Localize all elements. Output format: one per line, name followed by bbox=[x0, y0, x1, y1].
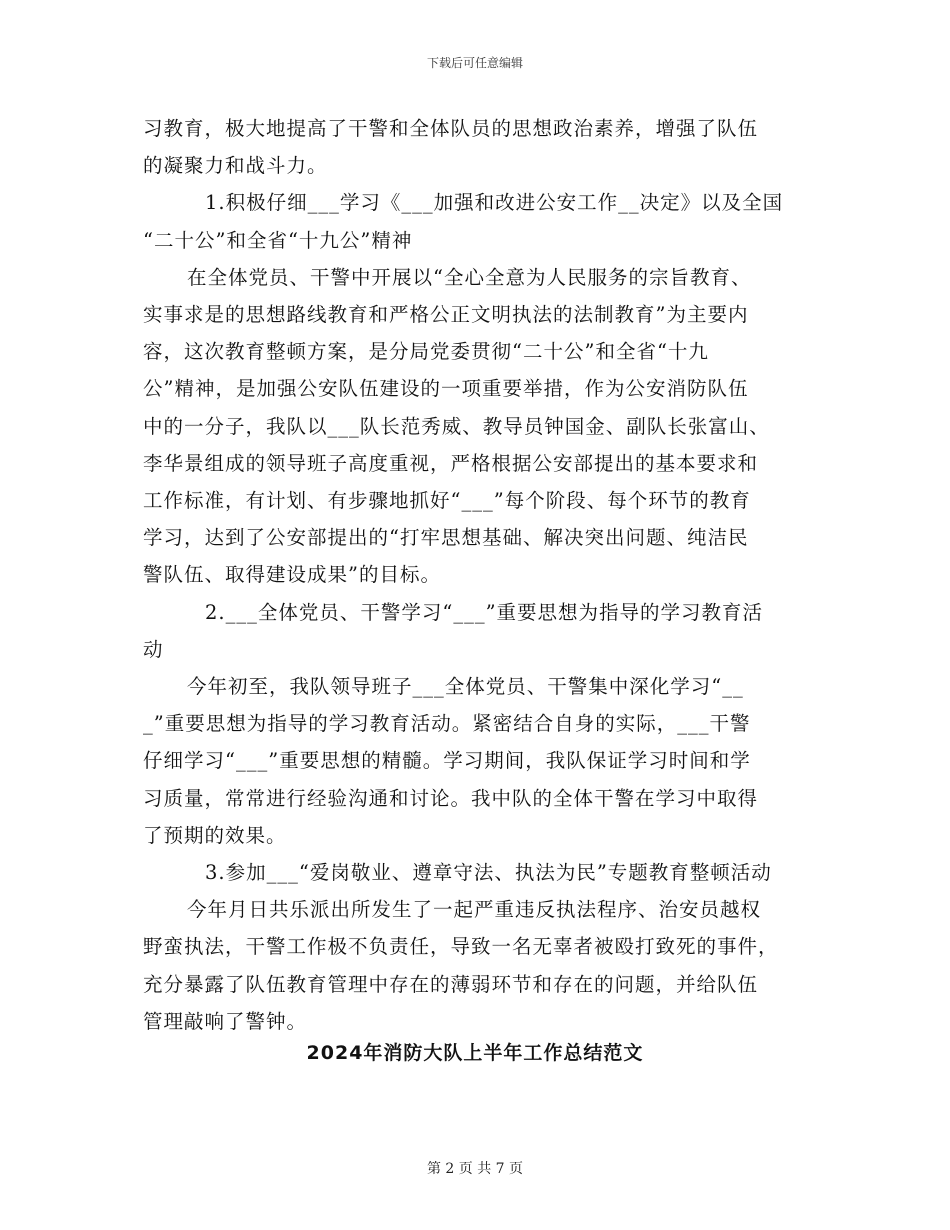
page-number: 第 2 页 共 7 页 bbox=[426, 1161, 524, 1177]
text-line: 的凝聚力和战斗力。 bbox=[143, 154, 328, 178]
text-line: 了预期的效果。 bbox=[143, 823, 287, 847]
text-line: 习质量，常常进行经验沟通和讨论。我中队的全体干警在学习中取得 bbox=[143, 786, 759, 810]
text-line: 李华景组成的领导班子高度重视，严格根据公安部提出的基本要求和 bbox=[143, 451, 759, 475]
text-line: 野蛮执法，干警工作极不负责任，导致一名无辜者被殴打致死的事件， bbox=[143, 935, 779, 959]
text-line: 今年初至，我队领导班子___全体党员、干警集中深化学习“__ bbox=[187, 675, 744, 699]
section-heading-2: 2.___全体党员、干警学习“___”重要思想为指导的学习教育活 bbox=[205, 600, 764, 624]
text-line: “二十公”和全省“十九公”精神 bbox=[143, 228, 413, 252]
text-line: 在全体党员、干警中开展以“全心全意为人民服务的宗旨教育、 bbox=[187, 265, 752, 289]
text-line: 动 bbox=[143, 637, 164, 661]
text-line: 学习，达到了公安部提出的“打牢思想基础、解决突出问题、纯洁民 bbox=[143, 526, 749, 550]
text-line: 习教育，极大地提高了干警和全体队员的思想政治素养，增强了队伍 bbox=[143, 117, 759, 140]
text-line: 今年月日共乐派出所发生了一起严重违反执法程序、治安员越权 bbox=[187, 898, 762, 922]
body-text bbox=[143, 110, 815, 1040]
text-line: 容，这次教育整顿方案，是分局党委贯彻“二十公”和全省“十九 bbox=[143, 340, 709, 364]
text-line: 实事求是的思想路线教育和严格公正文明执法的法制教育”为主要内 bbox=[143, 303, 749, 327]
section-heading-1: 1.积极仔细___学习《___加强和改进公安工作__决定》以及全国 bbox=[205, 191, 784, 215]
text-line: 管理敲响了警钟。 bbox=[143, 1009, 308, 1033]
section-heading-3: 3.参加___“爱岗敬业、遵章守法、执法为民”专题教育整顿活动 bbox=[205, 861, 772, 885]
header-note: 下载后可任意编辑 bbox=[426, 56, 523, 70]
text-line: 仔细学习“___”重要思想的精髓。学习期间，我队保证学习时间和学 bbox=[143, 749, 751, 773]
text-line: 工作标准，有计划、有步骤地抓好“___”每个阶段、每个环节的教育 bbox=[143, 489, 751, 513]
text-line: 警队伍、取得建设成果”的目标。 bbox=[143, 563, 441, 587]
text-line: _”重要思想为指导的学习教育活动。紧密结合自身的实际，___干警 bbox=[143, 712, 751, 736]
text-line: 充分暴露了队伍教育管理中存在的薄弱环节和存在的问题，并给队伍 bbox=[143, 972, 759, 996]
document-title: 2024年消防大队上半年工作总结范文 bbox=[306, 1042, 644, 1064]
text-line: 中的一分子，我队以___队长范秀威、教导员钟国金、副队长张富山、 bbox=[143, 414, 770, 438]
text-line: 公”精神，是加强公安队伍建设的一项重要举措，作为公安消防队伍 bbox=[143, 377, 749, 401]
